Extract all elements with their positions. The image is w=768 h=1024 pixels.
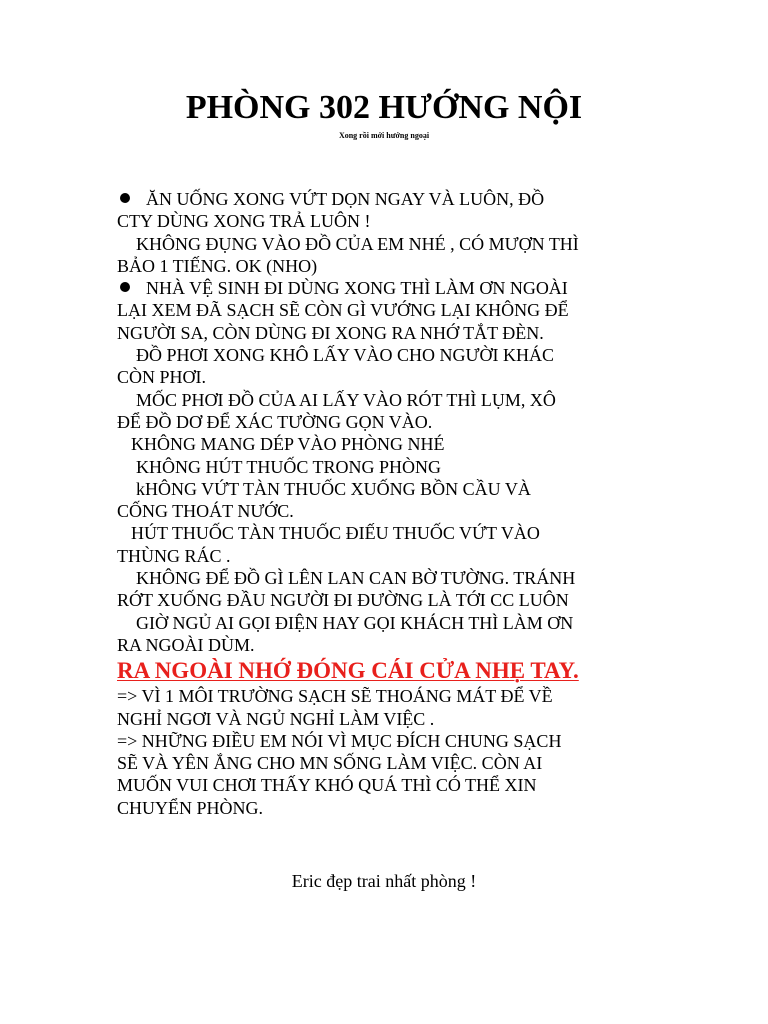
rule-line: MUỐN VUI CHƠI THẤY KHÓ QUÁ THÌ CÓ THỂ XIN [117, 775, 537, 796]
rule-line: kHÔNG VỨT TÀN THUỐC XUỐNG BỒN CẦU VÀ [136, 478, 531, 499]
rule-line: RỚT XUỐNG ĐẦU NGƯỜI ĐI ĐƯỜNG LÀ TỚI CC LUÔN [117, 590, 569, 611]
rule-line: CTY DÙNG XONG TRẢ LUÔN ! [117, 211, 371, 232]
rule-line: KHÔNG MANG DÉP VÀO PHÒNG NHÉ [131, 434, 445, 455]
rule-line: SẼ VÀ YÊN ẮNG CHO MN SỐNG LÀM VIỆC. CÒN AI [117, 753, 543, 774]
rule-line [117, 277, 657, 299]
rule-line: RA NGOÀI DÙM. [117, 634, 255, 655]
rule-line: NGƯỜI SA, CÒN DÙNG ĐI XONG RA NHỚ TẮT ĐÈN. [117, 322, 544, 343]
rule-line: ĐỒ PHƠI XONG KHÔ LẤY VÀO CHO NGƯỜI KHÁC [136, 345, 554, 366]
bullet-dot-icon [120, 193, 130, 203]
page-title: PHÒNG 302 HƯỚNG NỘI [185, 89, 583, 126]
rule-line: => VÌ 1 MÔI TRƯỜNG SẠCH SẼ THOÁNG MÁT ĐỂ VỀ [117, 686, 553, 707]
rule-line: KHÔNG ĐỤNG VÀO ĐỒ CỦA EM NHÉ , CÓ MƯỢN THÌ [136, 233, 579, 254]
rule-line: CỐNG THOÁT NƯỚC. [117, 501, 294, 522]
rule-text: ĂN UỐNG XONG VỨT DỌN NGAY VÀ LUÔN, ĐỒ [146, 189, 545, 209]
rule-line: KHÔNG HÚT THUỐC TRONG PHÒNG [136, 456, 442, 477]
page-subtitle: Xong rồi mới hướng ngoại [338, 131, 430, 140]
rule-line: MỐC PHƠI ĐỒ CỦA AI LẤY VÀO RÓT THÌ LỤM, XÔ [136, 389, 556, 410]
highlight-notice: RA NGOÀI NHỚ ĐÓNG CÁI CỬA NHẸ TAY. [117, 658, 579, 684]
rule-line: CHUYỂN PHÒNG. [117, 797, 264, 818]
rules-body [117, 188, 657, 819]
rule-text: NHÀ VỆ SINH ĐI DÙNG XONG THÌ LÀM ƠN NGOÀI [146, 278, 568, 299]
rule-line: => NHỮNG ĐIỀU EM NÓI VÌ MỤC ĐÍCH CHUNG SẠCH [117, 730, 562, 751]
bullet-dot-icon [120, 282, 130, 292]
rule-line: THÙNG RÁC . [117, 545, 231, 566]
rule-line: LẠI XEM ĐÃ SẠCH SẼ CÒN GÌ VƯỚNG LẠI KHÔNG ĐỂ [117, 300, 569, 321]
rule-line: GIỜ NGỦ AI GỌI ĐIỆN HAY GỌI KHÁCH THÌ LÀM ƠN [136, 612, 574, 633]
rule-line: ĐỂ ĐỒ DƠ ĐỂ XÁC TƯỜNG GỌN VÀO. [117, 411, 433, 432]
rule-line: NGHỈ NGƠI VÀ NGỦ NGHỈ LÀM VIỆC . [117, 708, 435, 729]
rule-line: KHÔNG ĐỂ ĐỒ GÌ LÊN LAN CAN BỜ TƯỜNG. TRÁNH [136, 568, 576, 589]
rule-line [117, 188, 657, 210]
rule-line: BẢO 1 TIẾNG. OK (NHO) [117, 255, 318, 276]
rule-line: CÒN PHƠI. [117, 367, 207, 388]
signature: Eric đẹp trai nhất phòng ! [291, 871, 477, 891]
rule-line: HÚT THUỐC TÀN THUỐC ĐIẾU THUỐC VỨT VÀO [131, 523, 540, 544]
